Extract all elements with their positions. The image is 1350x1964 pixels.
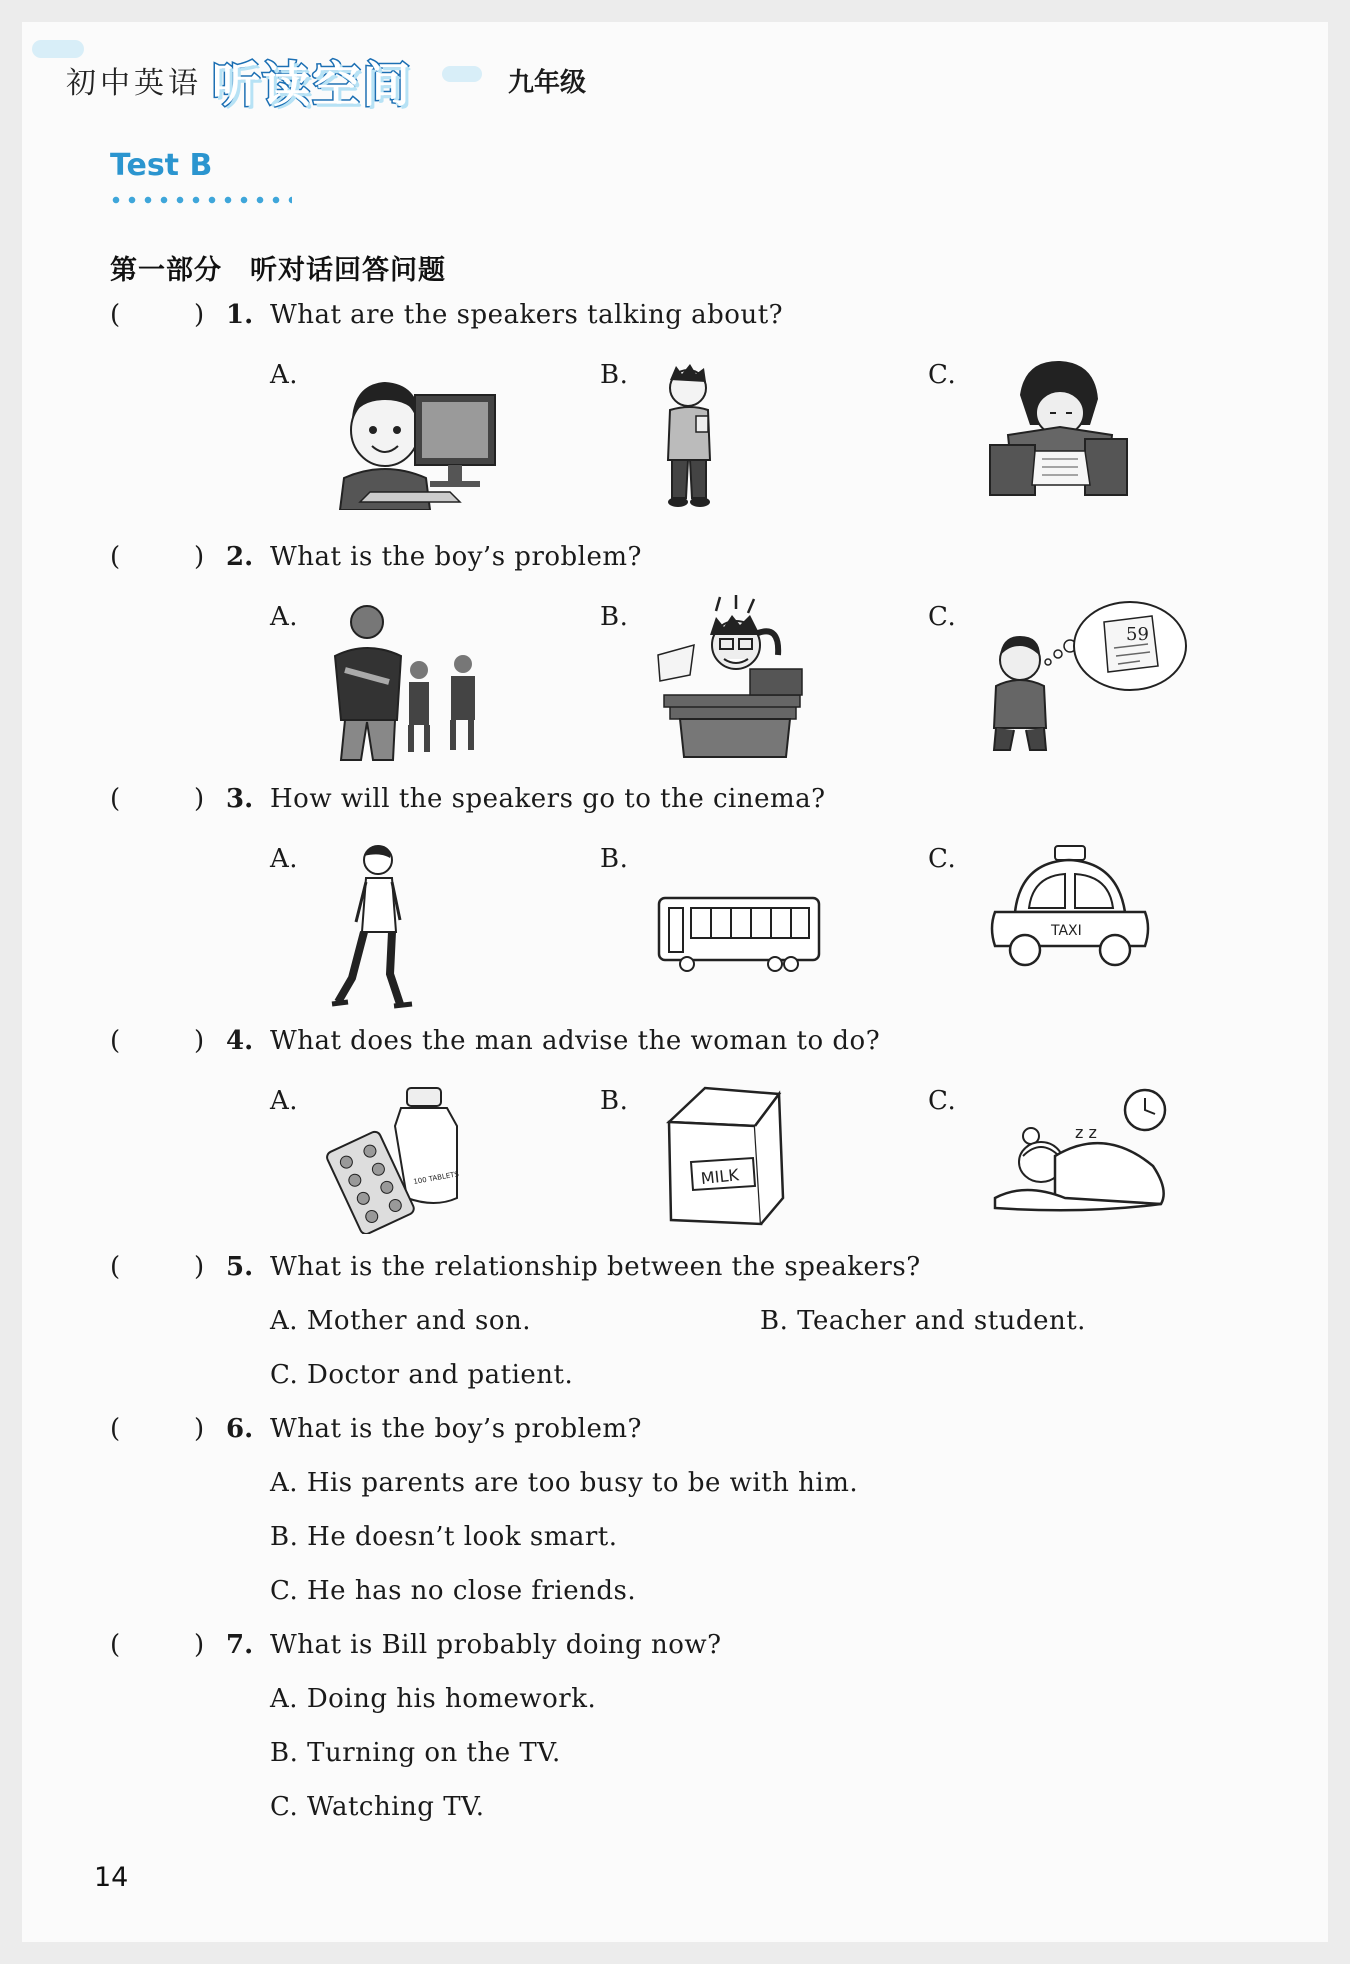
- book-series-title: 初中英语: [66, 66, 202, 101]
- answer-paren-left: (: [110, 1252, 121, 1282]
- answer-paren-right: ): [194, 542, 205, 572]
- option-b: [270, 1522, 618, 1552]
- taxi-icon: [985, 842, 1155, 977]
- question-number: 5.: [226, 1252, 254, 1282]
- boy-studying-books-icon: [980, 355, 1130, 505]
- option-letter: B.: [600, 602, 629, 632]
- answer-paren-right: ): [194, 1414, 205, 1444]
- grade-label: 九年级: [508, 68, 587, 98]
- answer-paren-left: (: [110, 1026, 121, 1056]
- option-c: [270, 1576, 636, 1606]
- answer-paren-left: (: [110, 300, 121, 330]
- cloud-decoration: [442, 66, 482, 82]
- option-letter: A.: [270, 1684, 299, 1714]
- stressed-boy-books-icon: [650, 595, 810, 760]
- question-text: What are the speakers talking about?: [270, 300, 784, 330]
- question-number: 6.: [226, 1414, 254, 1444]
- question-text: What is the boy’s problem?: [270, 1414, 642, 1444]
- answer-paren-right: ): [194, 1252, 205, 1282]
- option-letter: C.: [928, 360, 957, 390]
- book-brand-logo: 听读空间: [212, 57, 413, 113]
- question-number: 1.: [226, 300, 254, 330]
- boy-at-computer-icon: [330, 360, 505, 510]
- option-letter: B.: [270, 1522, 299, 1552]
- option-b: [270, 1738, 561, 1768]
- option-text: Watching TV.: [307, 1792, 485, 1822]
- option-letter: B.: [600, 1086, 629, 1116]
- option-letter: B.: [270, 1738, 299, 1768]
- option-letter: A.: [270, 1468, 299, 1498]
- boy-eating-snack-icon: [650, 360, 730, 510]
- option-letter: C.: [928, 844, 957, 874]
- walking-man-icon: [330, 842, 425, 1014]
- boys-group-icon: [325, 600, 475, 762]
- question-text: How will the speakers go to the cinema?: [270, 784, 826, 814]
- title-underline-dots: [108, 196, 292, 204]
- option-text: Teacher and student.: [797, 1306, 1086, 1336]
- option-letter: C.: [928, 1086, 957, 1116]
- option-c: [270, 1360, 573, 1390]
- option-letter: A.: [270, 844, 299, 874]
- sad-boy-test-score-icon: [980, 600, 1190, 755]
- option-letter: A.: [270, 360, 299, 390]
- section-title: 第一部分 听对话回答问题: [110, 255, 446, 286]
- answer-paren-left: (: [110, 784, 121, 814]
- bus-icon: [655, 890, 825, 980]
- taxi-sign-label: TAXI: [1051, 923, 1082, 939]
- option-a: [270, 1468, 858, 1498]
- question-number: 2.: [226, 542, 254, 572]
- snore-label: z z: [1075, 1123, 1097, 1142]
- option-text: Doing his homework.: [306, 1684, 597, 1714]
- option-letter: C.: [270, 1576, 299, 1606]
- option-letter: C.: [270, 1360, 299, 1390]
- option-c: [270, 1792, 485, 1822]
- question-number: 7.: [226, 1630, 254, 1660]
- test-title: Test B: [110, 148, 213, 183]
- option-letter: A.: [270, 602, 299, 632]
- question-text: What is the relationship between the speakers?: [270, 1252, 921, 1282]
- bottle-label: 100 TABLETS: [412, 1170, 460, 1186]
- question-text: What does the man advise the woman to do?: [270, 1026, 881, 1056]
- test-score-label: 59: [1126, 624, 1149, 645]
- option-letter: C.: [928, 602, 957, 632]
- option-a: [270, 1306, 531, 1336]
- pills-bottle-icon: [325, 1082, 470, 1234]
- page-number: 14: [94, 1862, 129, 1893]
- cloud-decoration: [32, 40, 84, 58]
- answer-paren-left: (: [110, 1630, 121, 1660]
- question-text: What is Bill probably doing now?: [270, 1630, 722, 1660]
- option-a: [270, 1684, 596, 1714]
- answer-paren-left: (: [110, 542, 121, 572]
- answer-paren-right: ): [194, 300, 205, 330]
- page-header: [62, 42, 662, 112]
- question-number: 4.: [226, 1026, 254, 1056]
- option-text: His parents are too busy to be with him.: [306, 1468, 859, 1498]
- option-text: Mother and son.: [306, 1306, 532, 1336]
- option-letter: B.: [600, 360, 629, 390]
- option-letter: B.: [760, 1306, 789, 1336]
- sleeping-girl-clock-icon: [985, 1086, 1175, 1218]
- option-text: He has no close friends.: [307, 1576, 637, 1606]
- milk-carton-label: MILK: [699, 1165, 740, 1189]
- option-letter: C.: [270, 1792, 299, 1822]
- answer-paren-left: (: [110, 1414, 121, 1444]
- answer-paren-right: ): [194, 784, 205, 814]
- question-text: What is the boy’s problem?: [270, 542, 642, 572]
- answer-paren-right: ): [194, 1026, 205, 1056]
- option-letter: B.: [600, 844, 629, 874]
- option-b: [760, 1306, 1086, 1336]
- milk-carton-icon: [655, 1082, 795, 1232]
- option-letter: A.: [270, 1306, 299, 1336]
- option-text: He doesn’t look smart.: [307, 1522, 618, 1552]
- option-letter: A.: [270, 1086, 299, 1116]
- answer-paren-right: ): [194, 1630, 205, 1660]
- option-text: Turning on the TV.: [307, 1738, 561, 1768]
- question-number: 3.: [226, 784, 254, 814]
- option-text: Doctor and patient.: [307, 1360, 574, 1390]
